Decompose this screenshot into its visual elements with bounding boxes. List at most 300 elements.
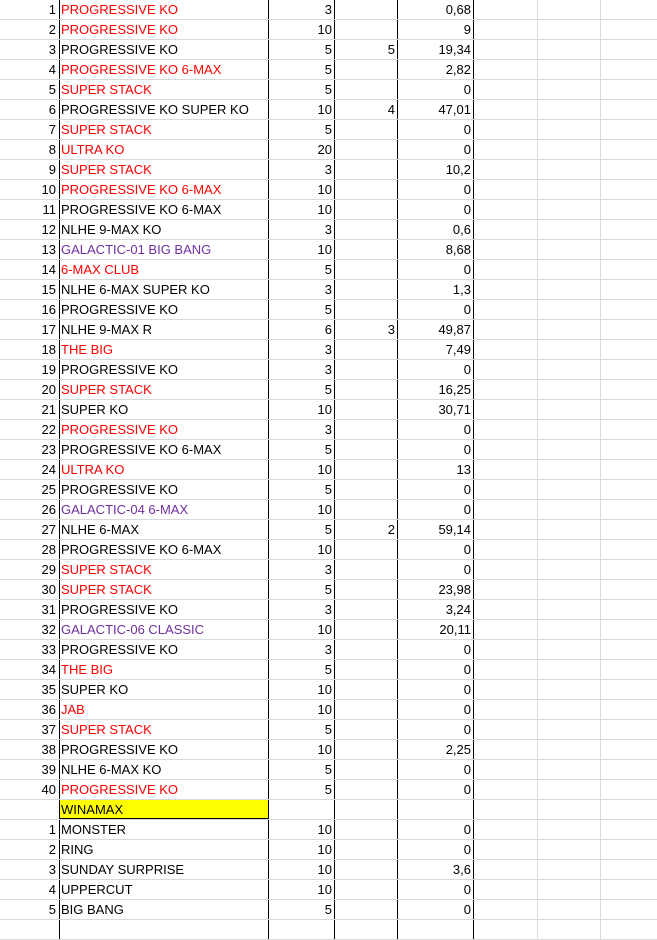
row-number-cell[interactable]: 24 <box>0 460 60 479</box>
empty-cell[interactable] <box>474 280 538 299</box>
tournament-name-cell[interactable]: JAB <box>60 700 269 719</box>
empty-cell[interactable] <box>601 160 657 179</box>
empty-cell[interactable] <box>474 100 538 119</box>
winnings-cell[interactable]: 0 <box>398 780 474 799</box>
empty-cell[interactable] <box>601 580 657 599</box>
buyin-cell[interactable]: 10 <box>269 740 335 759</box>
empty-cell[interactable] <box>601 620 657 639</box>
position-cell[interactable] <box>335 760 398 779</box>
empty-cell[interactable] <box>474 800 538 819</box>
buyin-cell[interactable]: 10 <box>269 840 335 859</box>
buyin-cell[interactable]: 3 <box>269 420 335 439</box>
winnings-cell[interactable]: 0 <box>398 300 474 319</box>
winnings-cell[interactable]: 0 <box>398 120 474 139</box>
empty-cell[interactable] <box>474 680 538 699</box>
tournament-name-cell[interactable]: PROGRESSIVE KO <box>60 20 269 39</box>
empty-cell[interactable] <box>601 720 657 739</box>
empty-cell[interactable] <box>474 460 538 479</box>
buyin-cell[interactable]: 10 <box>269 400 335 419</box>
row-number-cell[interactable]: 38 <box>0 740 60 759</box>
winnings-cell[interactable]: 0 <box>398 500 474 519</box>
empty-cell[interactable] <box>335 920 398 939</box>
winnings-cell[interactable]: 19,34 <box>398 40 474 59</box>
winnings-cell[interactable]: 0 <box>398 140 474 159</box>
row-number-cell[interactable]: 19 <box>0 360 60 379</box>
tournament-name-cell[interactable]: SUPER STACK <box>60 580 269 599</box>
buyin-cell[interactable]: 5 <box>269 580 335 599</box>
winnings-cell[interactable]: 0 <box>398 640 474 659</box>
buyin-cell[interactable]: 10 <box>269 200 335 219</box>
buyin-cell[interactable]: 6 <box>269 320 335 339</box>
buyin-cell[interactable]: 10 <box>269 20 335 39</box>
empty-cell[interactable] <box>474 580 538 599</box>
winnings-cell[interactable]: 0 <box>398 180 474 199</box>
tournament-name-cell[interactable]: NLHE 9-MAX KO <box>60 220 269 239</box>
empty-cell[interactable] <box>474 60 538 79</box>
winnings-cell[interactable]: 59,14 <box>398 520 474 539</box>
buyin-cell[interactable]: 5 <box>269 80 335 99</box>
empty-cell[interactable] <box>474 220 538 239</box>
winnings-cell[interactable]: 49,87 <box>398 320 474 339</box>
empty-cell[interactable] <box>601 460 657 479</box>
empty-cell[interactable] <box>538 560 601 579</box>
position-cell[interactable] <box>335 380 398 399</box>
empty-cell[interactable] <box>601 260 657 279</box>
empty-cell[interactable] <box>538 780 601 799</box>
empty-cell[interactable] <box>601 300 657 319</box>
empty-cell[interactable] <box>538 160 601 179</box>
empty-cell[interactable] <box>538 620 601 639</box>
tournament-name-cell[interactable]: 6-MAX CLUB <box>60 260 269 279</box>
winnings-cell[interactable]: 3,24 <box>398 600 474 619</box>
row-number-cell[interactable]: 23 <box>0 440 60 459</box>
row-number-cell[interactable]: 5 <box>0 80 60 99</box>
buyin-cell[interactable]: 10 <box>269 460 335 479</box>
position-cell[interactable] <box>335 300 398 319</box>
empty-cell[interactable] <box>538 440 601 459</box>
buyin-cell[interactable]: 5 <box>269 480 335 499</box>
winnings-cell[interactable]: 0 <box>398 540 474 559</box>
empty-cell[interactable] <box>474 140 538 159</box>
position-cell[interactable] <box>335 20 398 39</box>
empty-cell[interactable] <box>538 120 601 139</box>
position-cell[interactable] <box>335 280 398 299</box>
buyin-cell[interactable]: 3 <box>269 340 335 359</box>
empty-cell[interactable] <box>474 840 538 859</box>
empty-cell[interactable] <box>474 720 538 739</box>
empty-cell[interactable] <box>601 900 657 919</box>
row-number-cell[interactable]: 29 <box>0 560 60 579</box>
row-number-cell[interactable]: 4 <box>0 880 60 899</box>
row-number-cell[interactable]: 11 <box>0 200 60 219</box>
empty-cell[interactable] <box>474 500 538 519</box>
buyin-cell[interactable]: 5 <box>269 380 335 399</box>
empty-cell[interactable] <box>601 380 657 399</box>
buyin-cell[interactable]: 5 <box>269 780 335 799</box>
empty-cell[interactable] <box>538 600 601 619</box>
empty-cell[interactable] <box>474 860 538 879</box>
winnings-cell[interactable]: 0 <box>398 660 474 679</box>
empty-cell[interactable] <box>601 0 657 19</box>
buyin-cell[interactable]: 5 <box>269 40 335 59</box>
winnings-cell[interactable]: 0 <box>398 440 474 459</box>
empty-cell[interactable] <box>474 400 538 419</box>
empty-cell[interactable] <box>398 920 474 939</box>
empty-cell[interactable] <box>538 880 601 899</box>
position-cell[interactable] <box>335 820 398 839</box>
empty-cell[interactable] <box>601 920 657 939</box>
empty-cell[interactable] <box>601 880 657 899</box>
empty-cell[interactable] <box>474 380 538 399</box>
tournament-name-cell[interactable]: PROGRESSIVE KO SUPER KO <box>60 100 269 119</box>
position-cell[interactable]: 5 <box>335 40 398 59</box>
position-cell[interactable] <box>335 500 398 519</box>
position-cell[interactable] <box>335 620 398 639</box>
tournament-name-cell[interactable]: ULTRA KO <box>60 140 269 159</box>
empty-cell[interactable] <box>474 260 538 279</box>
winnings-cell[interactable]: 10,2 <box>398 160 474 179</box>
empty-cell[interactable] <box>474 740 538 759</box>
empty-cell[interactable] <box>601 800 657 819</box>
position-cell[interactable] <box>335 340 398 359</box>
empty-cell[interactable] <box>538 20 601 39</box>
row-number-cell[interactable] <box>0 800 60 819</box>
empty-cell[interactable] <box>538 240 601 259</box>
empty-cell[interactable] <box>538 520 601 539</box>
empty-cell[interactable] <box>601 600 657 619</box>
tournament-name-cell[interactable]: PROGRESSIVE KO 6-MAX <box>60 200 269 219</box>
tournament-name-cell[interactable]: UPPERCUT <box>60 880 269 899</box>
empty-cell[interactable] <box>538 680 601 699</box>
tournament-name-cell[interactable]: THE BIG <box>60 340 269 359</box>
buyin-cell[interactable]: 10 <box>269 180 335 199</box>
winnings-cell[interactable]: 0 <box>398 700 474 719</box>
position-cell[interactable] <box>335 120 398 139</box>
tournament-name-cell[interactable]: SUPER KO <box>60 680 269 699</box>
empty-cell[interactable] <box>538 420 601 439</box>
position-cell[interactable] <box>335 260 398 279</box>
buyin-cell[interactable]: 5 <box>269 720 335 739</box>
empty-cell[interactable] <box>474 160 538 179</box>
empty-cell[interactable] <box>474 620 538 639</box>
winnings-cell[interactable]: 2,25 <box>398 740 474 759</box>
buyin-cell[interactable]: 10 <box>269 860 335 879</box>
empty-cell[interactable] <box>538 140 601 159</box>
winnings-cell[interactable]: 20,11 <box>398 620 474 639</box>
buyin-cell[interactable]: 3 <box>269 640 335 659</box>
buyin-cell[interactable]: 10 <box>269 240 335 259</box>
winnings-cell[interactable]: 0 <box>398 840 474 859</box>
position-cell[interactable] <box>335 80 398 99</box>
empty-cell[interactable] <box>474 480 538 499</box>
buyin-cell[interactable]: 3 <box>269 0 335 19</box>
empty-cell[interactable] <box>601 740 657 759</box>
empty-cell[interactable] <box>474 440 538 459</box>
position-cell[interactable] <box>335 840 398 859</box>
row-number-cell[interactable]: 2 <box>0 840 60 859</box>
tournament-name-cell[interactable]: SUPER STACK <box>60 560 269 579</box>
row-number-cell[interactable]: 6 <box>0 100 60 119</box>
empty-cell[interactable] <box>538 920 601 939</box>
position-cell[interactable] <box>335 860 398 879</box>
buyin-cell[interactable]: 3 <box>269 220 335 239</box>
empty-cell[interactable] <box>601 80 657 99</box>
row-number-cell[interactable]: 3 <box>0 40 60 59</box>
empty-cell[interactable] <box>601 420 657 439</box>
empty-cell[interactable] <box>601 500 657 519</box>
empty-cell[interactable] <box>601 660 657 679</box>
tournament-name-cell[interactable]: SUNDAY SURPRISE <box>60 860 269 879</box>
empty-cell[interactable] <box>538 380 601 399</box>
tournament-name-cell[interactable]: PROGRESSIVE KO <box>60 780 269 799</box>
tournament-name-cell[interactable]: RING <box>60 840 269 859</box>
empty-cell[interactable] <box>601 560 657 579</box>
winnings-cell[interactable]: 0,6 <box>398 220 474 239</box>
buyin-cell[interactable]: 5 <box>269 440 335 459</box>
buyin-cell[interactable]: 5 <box>269 260 335 279</box>
empty-cell[interactable] <box>601 60 657 79</box>
row-number-cell[interactable]: 39 <box>0 760 60 779</box>
tournament-name-cell[interactable]: NLHE 9-MAX R <box>60 320 269 339</box>
row-number-cell[interactable]: 8 <box>0 140 60 159</box>
position-cell[interactable] <box>335 0 398 19</box>
row-number-cell[interactable]: 3 <box>0 860 60 879</box>
buyin-cell[interactable]: 10 <box>269 500 335 519</box>
row-number-cell[interactable]: 21 <box>0 400 60 419</box>
winnings-cell[interactable]: 0 <box>398 760 474 779</box>
buyin-cell[interactable]: 10 <box>269 680 335 699</box>
empty-cell[interactable] <box>60 920 269 939</box>
empty-cell[interactable] <box>474 760 538 779</box>
buyin-cell[interactable]: 5 <box>269 900 335 919</box>
row-number-cell[interactable]: 34 <box>0 660 60 679</box>
row-number-cell[interactable]: 30 <box>0 580 60 599</box>
empty-cell[interactable] <box>538 400 601 419</box>
row-number-cell[interactable]: 5 <box>0 900 60 919</box>
row-number-cell[interactable]: 4 <box>0 60 60 79</box>
position-cell[interactable] <box>335 480 398 499</box>
tournament-name-cell[interactable]: SUPER STACK <box>60 380 269 399</box>
empty-cell[interactable] <box>474 880 538 899</box>
empty-cell[interactable] <box>601 440 657 459</box>
winnings-cell[interactable]: 0 <box>398 900 474 919</box>
empty-cell[interactable] <box>538 760 601 779</box>
tournament-name-cell[interactable]: PROGRESSIVE KO 6-MAX <box>60 60 269 79</box>
winnings-cell[interactable]: 0 <box>398 360 474 379</box>
tournament-name-cell[interactable]: PROGRESSIVE KO <box>60 0 269 19</box>
empty-cell[interactable] <box>601 640 657 659</box>
winnings-cell[interactable]: 0 <box>398 880 474 899</box>
empty-cell[interactable] <box>601 40 657 59</box>
tournament-name-cell[interactable]: PROGRESSIVE KO <box>60 740 269 759</box>
buyin-cell[interactable]: 5 <box>269 120 335 139</box>
row-number-cell[interactable]: 7 <box>0 120 60 139</box>
tournament-name-cell[interactable]: SUPER STACK <box>60 720 269 739</box>
row-number-cell[interactable]: 22 <box>0 420 60 439</box>
empty-cell[interactable] <box>474 640 538 659</box>
buyin-cell[interactable]: 3 <box>269 560 335 579</box>
empty-cell[interactable] <box>538 900 601 919</box>
winnings-cell[interactable]: 0 <box>398 560 474 579</box>
winnings-cell[interactable]: 3,6 <box>398 860 474 879</box>
tournament-name-cell[interactable]: SUPER STACK <box>60 120 269 139</box>
tournament-name-cell[interactable]: PROGRESSIVE KO <box>60 360 269 379</box>
position-cell[interactable] <box>335 540 398 559</box>
empty-cell[interactable] <box>601 200 657 219</box>
empty-cell[interactable] <box>538 800 601 819</box>
winnings-cell[interactable]: 0 <box>398 480 474 499</box>
tournament-name-cell[interactable]: PROGRESSIVE KO <box>60 600 269 619</box>
row-number-cell[interactable]: 17 <box>0 320 60 339</box>
row-number-cell[interactable]: 33 <box>0 640 60 659</box>
empty-cell[interactable] <box>538 260 601 279</box>
empty-cell[interactable] <box>474 40 538 59</box>
winnings-cell[interactable]: 0 <box>398 680 474 699</box>
winnings-cell[interactable]: 1,3 <box>398 280 474 299</box>
buyin-cell[interactable]: 5 <box>269 60 335 79</box>
row-number-cell[interactable]: 1 <box>0 0 60 19</box>
empty-cell[interactable] <box>538 500 601 519</box>
empty-cell[interactable] <box>474 700 538 719</box>
position-cell[interactable] <box>335 660 398 679</box>
empty-cell[interactable] <box>474 20 538 39</box>
row-number-cell[interactable]: 2 <box>0 20 60 39</box>
empty-cell[interactable] <box>601 340 657 359</box>
empty-cell[interactable] <box>601 140 657 159</box>
tournament-name-cell[interactable]: NLHE 6-MAX SUPER KO <box>60 280 269 299</box>
empty-cell[interactable] <box>269 920 335 939</box>
tournament-name-cell[interactable]: GALACTIC-06 CLASSIC <box>60 620 269 639</box>
winnings-cell[interactable]: 13 <box>398 460 474 479</box>
buyin-cell[interactable]: 20 <box>269 140 335 159</box>
position-cell[interactable] <box>335 780 398 799</box>
empty-cell[interactable] <box>474 180 538 199</box>
winnings-cell[interactable]: 0 <box>398 820 474 839</box>
tournament-name-cell[interactable]: SUPER STACK <box>60 160 269 179</box>
winnings-cell[interactable]: 47,01 <box>398 100 474 119</box>
empty-cell[interactable] <box>474 600 538 619</box>
winnings-cell[interactable]: 7,49 <box>398 340 474 359</box>
empty-cell[interactable] <box>601 840 657 859</box>
winnings-cell[interactable]: 23,98 <box>398 580 474 599</box>
empty-cell[interactable] <box>601 540 657 559</box>
empty-cell[interactable] <box>538 580 601 599</box>
empty-cell[interactable] <box>538 220 601 239</box>
buyin-cell[interactable]: 5 <box>269 300 335 319</box>
row-number-cell[interactable]: 16 <box>0 300 60 319</box>
winnings-cell[interactable]: 0 <box>398 80 474 99</box>
row-number-cell[interactable]: 28 <box>0 540 60 559</box>
position-cell[interactable] <box>335 720 398 739</box>
empty-cell[interactable] <box>538 60 601 79</box>
empty-cell[interactable] <box>538 820 601 839</box>
row-number-cell[interactable]: 20 <box>0 380 60 399</box>
position-cell[interactable] <box>335 140 398 159</box>
empty-cell[interactable] <box>601 700 657 719</box>
empty-cell[interactable] <box>474 660 538 679</box>
tournament-name-cell[interactable]: THE BIG <box>60 660 269 679</box>
position-cell[interactable] <box>335 560 398 579</box>
winnings-cell[interactable]: 0 <box>398 200 474 219</box>
empty-cell[interactable] <box>538 200 601 219</box>
position-cell[interactable] <box>335 600 398 619</box>
buyin-cell[interactable]: 10 <box>269 700 335 719</box>
empty-cell[interactable] <box>538 280 601 299</box>
empty-cell[interactable] <box>601 240 657 259</box>
position-cell[interactable] <box>335 160 398 179</box>
buyin-cell[interactable]: 10 <box>269 820 335 839</box>
row-number-cell[interactable]: 12 <box>0 220 60 239</box>
position-cell[interactable] <box>335 440 398 459</box>
buyin-cell[interactable]: 5 <box>269 660 335 679</box>
empty-cell[interactable] <box>538 180 601 199</box>
tournament-name-cell[interactable]: PROGRESSIVE KO 6-MAX <box>60 180 269 199</box>
empty-cell[interactable] <box>474 420 538 439</box>
empty-cell[interactable] <box>538 700 601 719</box>
tournament-name-cell[interactable]: PROGRESSIVE KO <box>60 640 269 659</box>
empty-cell[interactable] <box>538 360 601 379</box>
empty-cell[interactable] <box>538 40 601 59</box>
position-cell[interactable] <box>335 900 398 919</box>
row-number-cell[interactable]: 18 <box>0 340 60 359</box>
tournament-name-cell[interactable]: PROGRESSIVE KO <box>60 420 269 439</box>
winnings-cell[interactable]: 16,25 <box>398 380 474 399</box>
winnings-cell[interactable]: 0 <box>398 420 474 439</box>
empty-cell[interactable] <box>601 20 657 39</box>
empty-cell[interactable] <box>474 520 538 539</box>
empty-cell[interactable] <box>601 760 657 779</box>
position-cell[interactable] <box>335 580 398 599</box>
row-number-cell[interactable]: 25 <box>0 480 60 499</box>
row-number-cell[interactable]: 15 <box>0 280 60 299</box>
empty-cell[interactable] <box>538 80 601 99</box>
empty-cell[interactable] <box>538 340 601 359</box>
empty-cell[interactable] <box>601 120 657 139</box>
position-cell[interactable]: 2 <box>335 520 398 539</box>
winnings-cell[interactable]: 8,68 <box>398 240 474 259</box>
empty-cell[interactable] <box>474 200 538 219</box>
empty-cell[interactable] <box>538 300 601 319</box>
tournament-name-cell[interactable]: MONSTER <box>60 820 269 839</box>
position-cell[interactable] <box>335 400 398 419</box>
empty-cell[interactable] <box>474 0 538 19</box>
empty-cell[interactable] <box>538 860 601 879</box>
empty-cell[interactable] <box>538 840 601 859</box>
position-cell[interactable] <box>335 420 398 439</box>
tournament-name-cell[interactable]: GALACTIC-04 6-MAX <box>60 500 269 519</box>
empty-cell[interactable] <box>474 780 538 799</box>
position-cell[interactable] <box>335 680 398 699</box>
tournament-name-cell[interactable]: SUPER KO <box>60 400 269 419</box>
buyin-cell[interactable]: 10 <box>269 880 335 899</box>
empty-cell[interactable] <box>538 720 601 739</box>
position-cell[interactable] <box>335 180 398 199</box>
row-number-cell[interactable]: 27 <box>0 520 60 539</box>
winnings-cell[interactable]: 30,71 <box>398 400 474 419</box>
winnings-cell[interactable]: 9 <box>398 20 474 39</box>
tournament-name-cell[interactable]: PROGRESSIVE KO 6-MAX <box>60 540 269 559</box>
position-cell[interactable] <box>335 200 398 219</box>
row-number-cell[interactable]: 9 <box>0 160 60 179</box>
buyin-cell[interactable]: 10 <box>269 100 335 119</box>
empty-cell[interactable] <box>601 220 657 239</box>
row-number-cell[interactable]: 26 <box>0 500 60 519</box>
tournament-name-cell[interactable]: WINAMAX <box>60 800 269 819</box>
empty-cell[interactable] <box>474 920 538 939</box>
empty-cell[interactable] <box>474 300 538 319</box>
tournament-name-cell[interactable]: NLHE 6-MAX <box>60 520 269 539</box>
empty-cell[interactable] <box>538 740 601 759</box>
